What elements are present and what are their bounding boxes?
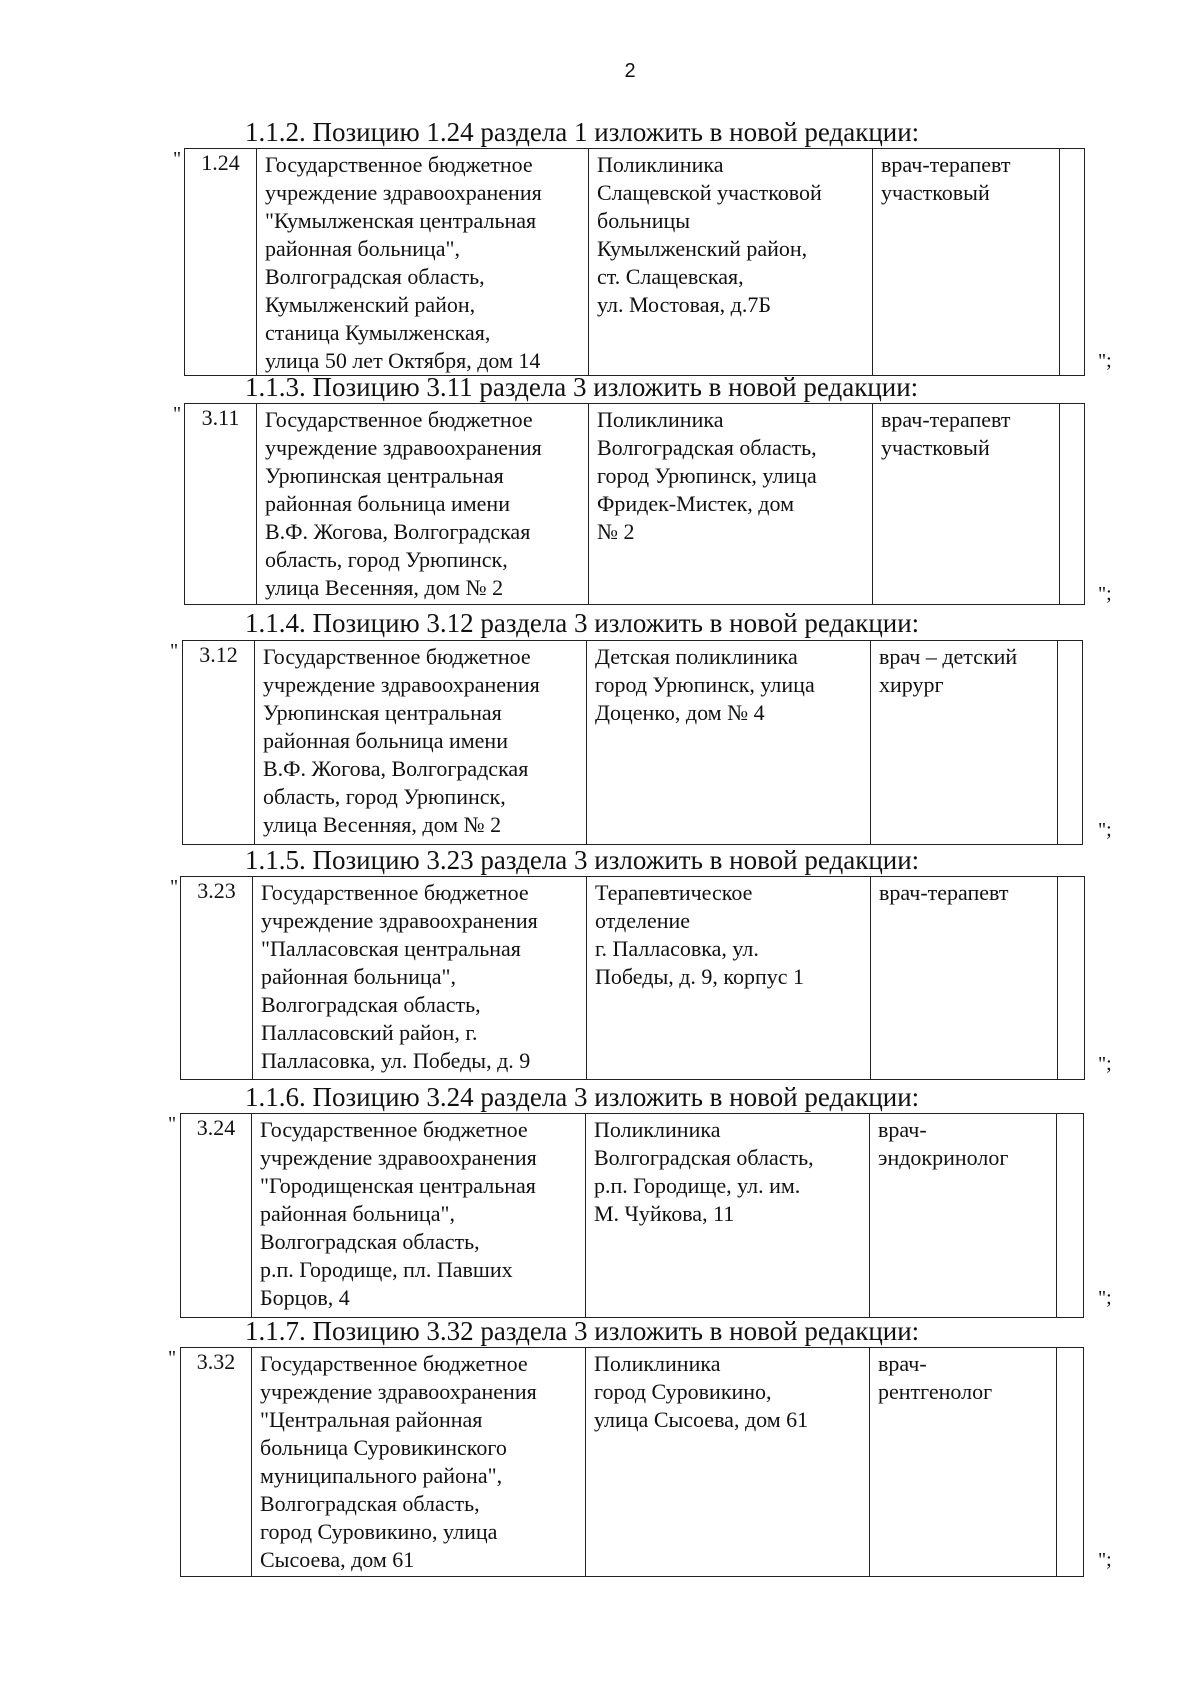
location-cell: Поликлиника город Суровикино, улица Сысоева, дом 61 — [586, 1348, 870, 1577]
institution-cell: Государственное бюджетное учреждение здравоохранения "Центральная районная больница Суровикинского муниципального района", Волгоградская область, город Суровикино, улица Сысоева, дом 61 — [252, 1348, 586, 1577]
table-row — [183, 641, 1083, 845]
opening-quote: " — [170, 876, 179, 898]
section-heading: 1.1.3. Позицию 3.11 раздела 3 изложить в новой редакции: — [245, 372, 919, 402]
section-heading: 1.1.5. Позицию 3.23 раздела 3 изложить в новой редакции: — [245, 845, 920, 875]
closing-quote: "; — [1098, 583, 1112, 605]
section-heading: 1.1.7. Позицию 3.32 раздела 3 изложить в новой редакции: — [245, 1316, 920, 1346]
closing-quote: "; — [1098, 1549, 1112, 1571]
location-cell: Поликлиника Волгоградская область, р.п. Городище, ул. им. М. Чуйкова, 11 — [586, 1114, 870, 1318]
opening-quote: " — [168, 1113, 177, 1135]
position-title-cell: врач – детский хирург — [871, 641, 1058, 845]
page-number: 2 — [624, 60, 636, 82]
position-table — [184, 403, 1085, 605]
opening-quote: " — [173, 148, 182, 170]
empty-cell — [1060, 404, 1085, 605]
position-table — [182, 640, 1083, 845]
section-heading: 1.1.6. Позицию 3.24 раздела 3 изложить в новой редакции: — [245, 1082, 920, 1112]
position-title-cell: врач-терапевт участковый — [873, 149, 1060, 376]
empty-cell — [1057, 1114, 1084, 1318]
table-row — [185, 404, 1085, 605]
position-number: 3.23 — [181, 877, 253, 1080]
position-number: 1.24 — [185, 149, 257, 376]
institution-cell: Государственное бюджетное учреждение здравоохранения Урюпинская центральная районная больница имени В.Ф. Жогова, Волгоградская область, город Урюпинск, улица Весенняя, дом № 2 — [257, 404, 589, 605]
position-number: 3.32 — [181, 1348, 252, 1577]
institution-cell: Государственное бюджетное учреждение здравоохранения "Городищенская центральная районная больница", Волгоградская область, р.п. Городище, пл. Павших Борцов, 4 — [252, 1114, 586, 1318]
table-row — [185, 149, 1085, 376]
position-title-cell: врач- рентгенолог — [870, 1348, 1057, 1577]
opening-quote: " — [173, 403, 182, 425]
location-cell: Поликлиника Волгоградская область, город Урюпинск, улица Фридек-Мистек, дом № 2 — [589, 404, 873, 605]
empty-cell — [1058, 877, 1085, 1080]
section-heading: 1.1.4. Позицию 3.12 раздела 3 изложить в новой редакции: — [245, 608, 920, 638]
empty-cell — [1060, 149, 1085, 376]
position-table — [180, 1113, 1084, 1318]
opening-quote: " — [168, 1347, 177, 1369]
institution-cell: Государственное бюджетное учреждение здравоохранения "Кумылженская центральная районная больница", Волгоградская область, Кумылженский район, станица Кумылженская, улица 50 лет Октября, дом 14 — [257, 149, 589, 376]
position-table — [180, 1347, 1084, 1577]
empty-cell — [1057, 1348, 1084, 1577]
empty-cell — [1058, 641, 1083, 845]
institution-cell: Государственное бюджетное учреждение здравоохранения "Палласовская центральная районная больница", Волгоградская область, Палласовский район, г. Палласовка, ул. Победы, д. 9 — [253, 877, 587, 1080]
position-number: 3.11 — [185, 404, 257, 605]
location-cell: Поликлиника Слащевской участковой больницы Кумылженский район, ст. Слащевская, ул. Мостовая, д.7Б — [589, 149, 873, 376]
position-table — [184, 148, 1085, 376]
location-cell: Терапевтическое отделение г. Палласовка, ул. Победы, д. 9, корпус 1 — [587, 877, 871, 1080]
table-row — [181, 877, 1085, 1080]
closing-quote: "; — [1098, 819, 1112, 841]
position-number: 3.12 — [183, 641, 255, 845]
table-row — [181, 1348, 1084, 1577]
position-number: 3.24 — [181, 1114, 252, 1318]
position-title-cell: врач-терапевт — [871, 877, 1058, 1080]
position-title-cell: врач- эндокринолог — [870, 1114, 1057, 1318]
closing-quote: "; — [1098, 350, 1112, 372]
closing-quote: "; — [1098, 1053, 1112, 1075]
table-row — [181, 1114, 1084, 1318]
section-heading: 1.1.2. Позицию 1.24 раздела 1 изложить в новой редакции: — [245, 117, 920, 147]
location-cell: Детская поликлиника город Урюпинск, улица Доценко, дом № 4 — [587, 641, 871, 845]
position-title-cell: врач-терапевт участковый — [873, 404, 1060, 605]
position-table — [180, 876, 1085, 1080]
institution-cell: Государственное бюджетное учреждение здравоохранения Урюпинская центральная районная больница имени В.Ф. Жогова, Волгоградская область, город Урюпинск, улица Весенняя, дом № 2 — [255, 641, 587, 845]
opening-quote: " — [170, 640, 179, 662]
closing-quote: "; — [1098, 1287, 1112, 1309]
